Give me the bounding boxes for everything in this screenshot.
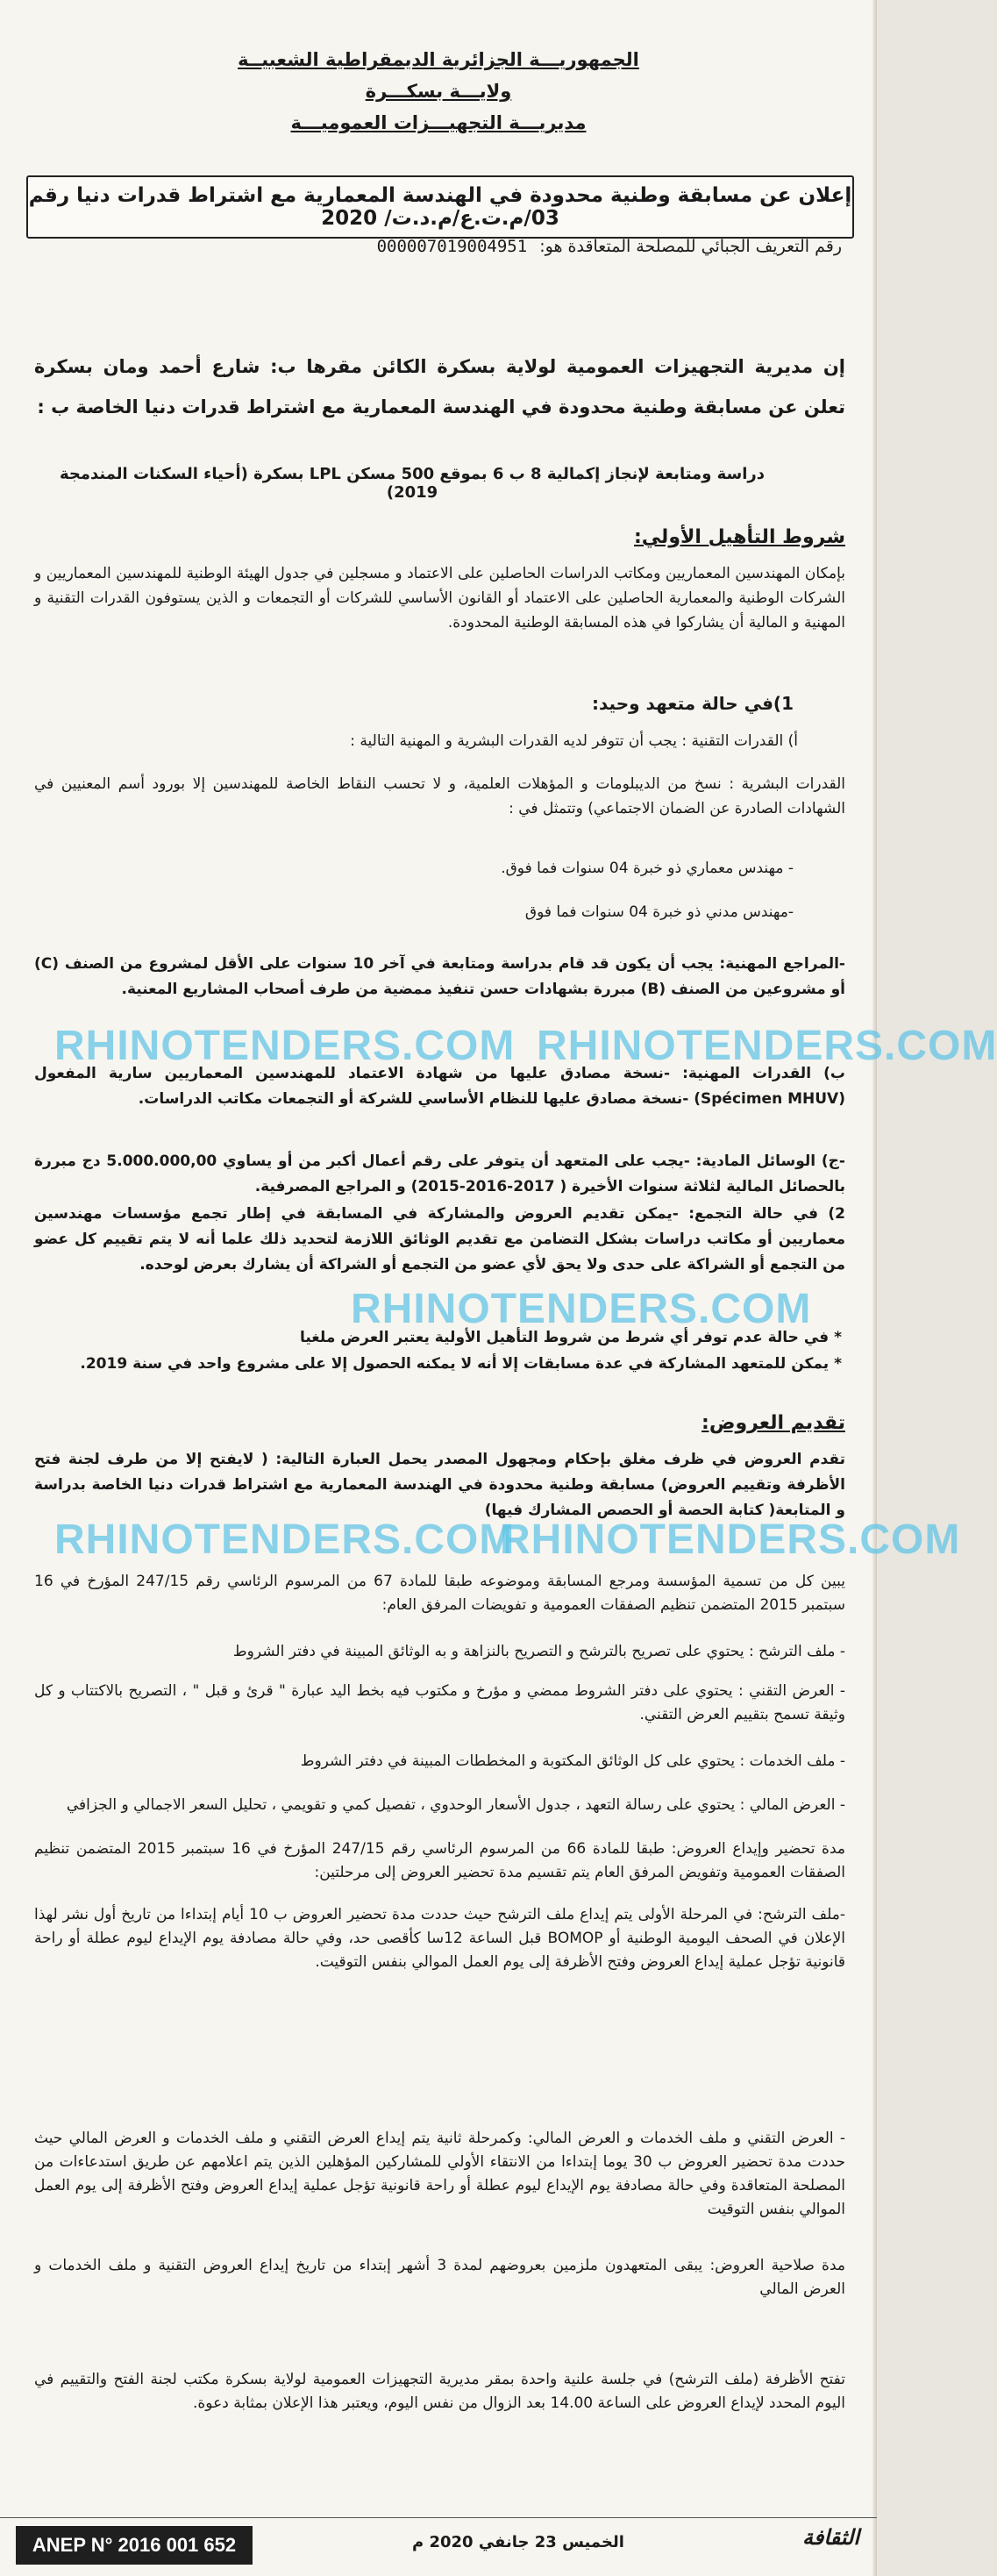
intro-paragraph: إن مديرية التجهيزات العمومية لولاية بسكرة الكائن مقرها ب: شارع أحمد ومان بسكرة تعلن عن مسابقة وطنية محدودة في الهندسة المعمارية مع اشتراط قدرات دنيا الخاصة ب : bbox=[34, 356, 845, 417]
note-item: * في حالة عدم توفر أي شرط من شروط التأهيل الأولية يعتبر العرض ملغيا bbox=[299, 1329, 842, 1346]
fiscal-id-label: رقم التعريف الجبائي للمصلحة المتعاقدة هو: bbox=[539, 237, 842, 256]
human-capacities: القدرات البشرية : نسخ من الديبلومات و المؤهلات العلمية، و لا تحسب النقاط الخاصة للمهندسين إلا بورود أسم المعنيين في الشهادات الصادرة عن الضمان الاجتماعي) وتتمثل في : bbox=[34, 775, 845, 817]
directorate-name: مديريـــة التجهيـــزات العموميـــة bbox=[290, 112, 587, 133]
technical-offer-item: - العرض التقني : يحتوي على دفتر الشروط ممضي و مؤرخ و مكتوب فيه بخط اليد عبارة " قرئ و قبل " ، التصريح بالاكتتاب و كل وثيقة تسمح بتقييم العرض التقني. bbox=[34, 1682, 845, 1723]
watermark: RHINOTENDERS.COM bbox=[537, 1023, 997, 1069]
offers-title: تقديم العروض: bbox=[701, 1412, 845, 1434]
offers-legal-text: يبين كل من تسمية المؤسسة ومرجع المسابقة وموضوعه طبقا للمادة 67 من المرسوم الرئاسي رقم 247/15 المؤرخ في 16 سبتمبر 2015 المتضمن تنظيم الصفقات العمومية و تفويضات المرفق العام: bbox=[34, 1573, 845, 1614]
financial-offer-item: - العرض المالي : يحتوي على رسالة التعهد ، جدول الأسعار الوحدوي ، تفصيل كمي و تقويمي ، تحليل السعر الاجمالي و الجزافي bbox=[66, 1796, 845, 1814]
group-case: 2) في حالة التجمع: -يمكن تقديم العروض والمشاركة في المسابقة في إطار تجمع مؤسسات مهندسين معماريين أو مكاتب دراسات بشكل التضامن مع تقديم الوثائق اللازمة لتحديد ذلك علما أنه لا يتم تقييم كل عضو من التجمع أو الشراكة على حدى ولا يحق لأي عضو من التجمع أو الشراكة أن يشارك بعرض لوحده. bbox=[34, 1205, 845, 1274]
prequalification-title: شروط التأهيل الأولي: bbox=[634, 526, 845, 548]
anep-number: ANEP N° 2016 001 652 bbox=[16, 2526, 253, 2565]
footer-divider bbox=[0, 2517, 877, 2518]
services-file-item: - ملف الخدمات : يحتوي على كل الوثائق المكتوبة و المخططات المبينة في دفتر الشروط bbox=[300, 1752, 845, 1770]
professional-capacities: ب) القدرات المهنية: -نسخة مصادق عليها من شهادة الاعتماد للمهندسين المعماريين سارية المفعول (Spécimen MHUV) -نسخة مصادق عليها للنظام الأساسي للشركة أو التجمعات مكاتب الدراسات. bbox=[34, 1065, 845, 1108]
second-phase-item: - العرض التقني و ملف الخدمات و العرض المالي: وكمرحلة ثانية يتم إيداع العرض التقني و ملف الخدمات و العرض المالي حيث حددت مدة تحضير العروض ب 30 يوما إبتداءا من الانتقاء الأولي للمشاركين المؤهلين الذين يتم اعلامهم عن طريق استدعاءات من المصلحة المتعاقدة وفي حالة مصادفة يوم الإيداع ليوم عطلة أو راحة قانونية تؤجل عملية إيداع العروض وفتح الأظرفة إلى يوم العمل الموالي بنفس التوقيت bbox=[34, 2130, 845, 2218]
offers-validity-item: مدة صلاحية العروض: يبقى المتعهدون ملزمين بعروضهم لمدة 3 أشهر إبتداء من تاريخ إيداع العروض التقنية و ملف الخدمات و العرض المالي bbox=[34, 2257, 845, 2298]
watermark: RHINOTENDERS.COM bbox=[54, 1516, 516, 1563]
candidacy-file-item: - ملف الترشح : يحتوي على تصريح بالترشح و التصريح بالنزاهة و به الوثائق المبينة في دفتر الشروط bbox=[232, 1643, 845, 1660]
country-name: الجمهوريـــة الجزائرية الديمقراطية الشعبيــة bbox=[238, 49, 639, 70]
watermark: RHINOTENDERS.COM bbox=[351, 1286, 812, 1332]
civil-engineer-requirement: -مهندس مدني ذو خبرة 04 سنوات فما فوق bbox=[524, 903, 794, 921]
page-edge bbox=[872, 0, 877, 2576]
envelope-opening-item: تفتح الأظرفة (ملف الترشح) في جلسة علنية واحدة بمقر مديرية التجهيزات العمومية لولاية بسكرة مكتب لجنة الفتح والتقييم في اليوم المحدد لإيداع العروض على الساعة 14.00 بعد الزوال من نفس اليوم، ويعتبر هذا الإعلان بمثابة دعوة. bbox=[34, 2371, 845, 2412]
publication-date: الخميس 23 جانفي 2020 م bbox=[412, 2533, 624, 2551]
watermark: RHINOTENDERS.COM bbox=[500, 1516, 961, 1563]
prequalification-text: بإمكان المهندسين المعماريين ومكاتب الدراسات الحاصلين على الاعتماد و مسجلين في جدول الهيئة الوطنية للمهندسين المعماريين و الشركات الوطنية والمعمارية الحاصلين على الاعتماد أو القانون الأساسي للشركات أو التجمعات و الذين يستوفون القدرات التقنية و المهنية و المالية أن يشاركوا في هذه المسابقة الوطنية المحدودة. bbox=[34, 565, 845, 632]
project-description: دراسة ومتابعة لإنجاز إكمالية 8 ب 6 بموقع 500 مسكن LPL بسكرة (أحياء السكنات المندمجة 2019) bbox=[59, 465, 766, 502]
offers-submission-text: تقدم العروض في ظرف مغلق بإحكام ومجهول المصدر يحمل العبارة التالية: ( لايفتح إلا من طرف لجنة فتح الأظرفة وتقييم العروض) مسابقة وطنية محدودة في الهندسة المعمارية مع اشتراط قدرات دنيا الخاصة بدراسة و المتابعة( كتابة الحصة أو الحصص المشارك فيها) bbox=[34, 1451, 845, 1519]
single-bidder-heading: 1)في حالة متعهد وحيد: bbox=[592, 693, 794, 714]
candidacy-phase-item: -ملف الترشح: في المرحلة الأولى يتم إيداع ملف الترشح حيث حددت مدة تحضير العروض ب 10 أيام إبتداءا من تاريخ أول نشر لهذا الإعلان في الصحف اليومية الوطنية أو BOMOP قبل الساعة 12سا كأقصى حد، وفي حالة مصادفة يوم الإيداع ليوم عطلة أو راحة قانونية تؤجل عملية إيداع العروض وفتح الأظرفة إلى يوم العمل الموالي بنفس التوقيت. bbox=[34, 1906, 846, 1971]
announcement-title: إعلان عن مسابقة وطنية محدودة في الهندسة المعمارية مع اشتراط قدرات دنيا رقم 03/م.ت.ع/م.د.ت/ 2020 bbox=[26, 175, 854, 239]
fiscal-id-value: 000007019004951 bbox=[376, 237, 528, 256]
financial-means: -ج) الوسائل المادية: -يجب على المتعهد أن يتوفر على رقم أعمال أكبر من أو يساوي 5.000.000,00 دج مبررة بالحصائل المالية لثلاثة سنوات الأخيرة ( 2017-2016-2015) و المراجع المصرفية. bbox=[34, 1152, 845, 1195]
professional-references: -المراجع المهنية: يجب أن يكون قد قام بدراسة ومتابعة في آخر 10 سنوات على الأقل لمشروع من الصنف (C) أو مشروعين من الصنف (B) مبررة بشهادات حسن تنفيذ ممضية من طرف أصحاب المشاريع المعنية. bbox=[34, 955, 845, 998]
newspaper-logo: الثقافة bbox=[801, 2524, 859, 2550]
wilaya-name: ولايـــة بسكـــرة bbox=[365, 81, 512, 102]
technical-capacities: أ) القدرات التقنية : يجب أن تتوفر لديه القدرات البشرية و المهنية التالية : bbox=[350, 732, 798, 750]
note-item: * يمكن للمتعهد المشاركة في عدة مسابقات إلا أنه لا يمكنه الحصول إلا على مشروع واحد في سنة 2019. bbox=[80, 1355, 842, 1373]
deadline-item: مدة تحضير وإيداع العروض: طبقا للمادة 66 من المرسوم الرئاسي رقم 247/15 المؤرخ في 16 سبتمبر 2015 المتضمن تنظيم الصفقات العمومية وتفويض المرفق العام يتم تقسيم مدة تحضير العروض إلى مرحلتين: bbox=[34, 1840, 845, 1881]
document-header bbox=[193, 44, 684, 139]
fiscal-id bbox=[377, 237, 842, 256]
watermark: RHINOTENDERS.COM bbox=[54, 1023, 516, 1069]
architect-requirement: - مهندس معماري ذو خبرة 04 سنوات فما فوق. bbox=[501, 860, 794, 877]
